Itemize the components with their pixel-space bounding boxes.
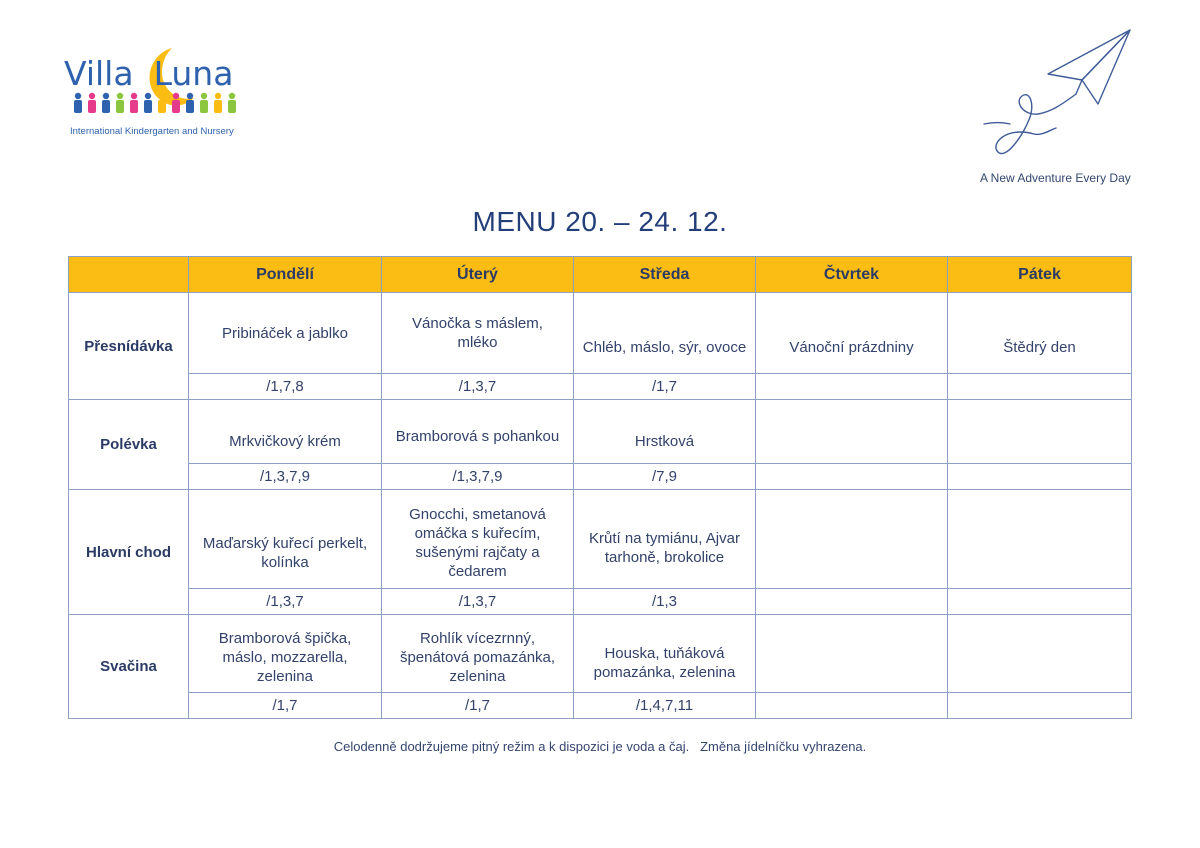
footer-note: Celodenně dodržujeme pitný režim a k dispozici je voda a čaj. Změna jídelníčku vyhrazena. (333, 739, 867, 754)
logo-subtitle: International Kindergarten and Nursery (70, 126, 234, 137)
dish-cell (948, 490, 1132, 589)
tagline: A New Adventure Every Day (980, 171, 1131, 185)
meal-label: Hlavní chod (69, 490, 189, 615)
allergen-cell: /1,3,7,9 (189, 464, 382, 490)
allergen-row (69, 693, 1132, 719)
dish-cell: Bramborová špička, máslo, mozzarella, zelenina (189, 615, 382, 693)
allergen-cell: /1,3 (574, 589, 756, 615)
allergen-cell: /1,3,7 (382, 374, 574, 400)
page-title: MENU 20. – 24. 12. (472, 206, 728, 237)
allergen-cell (756, 374, 948, 400)
table-header-row (69, 257, 1132, 293)
dish-cell: Krůtí na tymiánu, Ajvar tarhoně, brokolice (574, 490, 756, 589)
allergen-cell: /1,7 (189, 693, 382, 719)
dish-cell: Houska, tuňáková pomazánka, zelenina (574, 615, 756, 693)
dish-cell: Pribináček a jablko (189, 293, 382, 374)
villa-luna-logo (64, 44, 254, 144)
allergen-row (69, 374, 1132, 400)
dish-cell (756, 490, 948, 589)
header-corner-cell (69, 257, 189, 293)
allergen-row (69, 589, 1132, 615)
allergen-cell (756, 589, 948, 615)
allergen-cell: /1,3,7 (189, 589, 382, 615)
allergen-cell (948, 374, 1132, 400)
allergen-cell (948, 589, 1132, 615)
dish-cell: Štědrý den (948, 293, 1132, 374)
dish-cell: Vánočka s máslem, mléko (382, 293, 574, 374)
allergen-cell: /7,9 (574, 464, 756, 490)
dish-cell: Gnocchi, smetanová omáčka s kuřecím, sušenými rajčaty a čedarem (382, 490, 574, 589)
children-icon (70, 92, 246, 114)
dish-cell: Mrkvičkový krém (189, 400, 382, 464)
dish-row (69, 490, 1132, 589)
dish-row (69, 293, 1132, 374)
allergen-cell: /1,3,7 (382, 589, 574, 615)
dish-cell: Maďarský kuřecí perkelt, kolínka (189, 490, 382, 589)
meal-label: Přesnídávka (69, 293, 189, 400)
allergen-cell: /1,3,7,9 (382, 464, 574, 490)
allergen-cell (756, 464, 948, 490)
allergen-cell: /1,7 (574, 374, 756, 400)
day-header: Pátek (948, 257, 1132, 293)
allergen-cell: /1,4,7,11 (574, 693, 756, 719)
meal-label: Svačina (69, 615, 189, 719)
logo-name-part1: Villa (64, 54, 134, 93)
day-header: Středa (574, 257, 756, 293)
logo-name-part2: Luna (153, 54, 234, 93)
dish-row (69, 400, 1132, 464)
allergen-cell (756, 693, 948, 719)
dish-cell (948, 615, 1132, 693)
dish-row (69, 615, 1132, 693)
day-header: Čtvrtek (756, 257, 948, 293)
allergen-cell (948, 693, 1132, 719)
dish-cell: Hrstková (574, 400, 756, 464)
day-header: Úterý (382, 257, 574, 293)
paper-plane-icon (980, 26, 1140, 166)
dish-cell: Chléb, máslo, sýr, ovoce (574, 293, 756, 374)
allergen-cell (948, 464, 1132, 490)
dish-cell: Rohlík vícezrnný, špenátová pomazánka, zelenina (382, 615, 574, 693)
dish-cell: Vánoční prázdniny (756, 293, 948, 374)
logo-name (64, 54, 233, 93)
allergen-row (69, 464, 1132, 490)
menu-table (68, 256, 1132, 719)
allergen-cell: /1,7 (382, 693, 574, 719)
meal-label: Polévka (69, 400, 189, 490)
dish-cell (948, 400, 1132, 464)
dish-cell: Bramborová s pohankou (382, 400, 574, 464)
day-header: Pondělí (189, 257, 382, 293)
dish-cell (756, 615, 948, 693)
allergen-cell: /1,7,8 (189, 374, 382, 400)
dish-cell (756, 400, 948, 464)
